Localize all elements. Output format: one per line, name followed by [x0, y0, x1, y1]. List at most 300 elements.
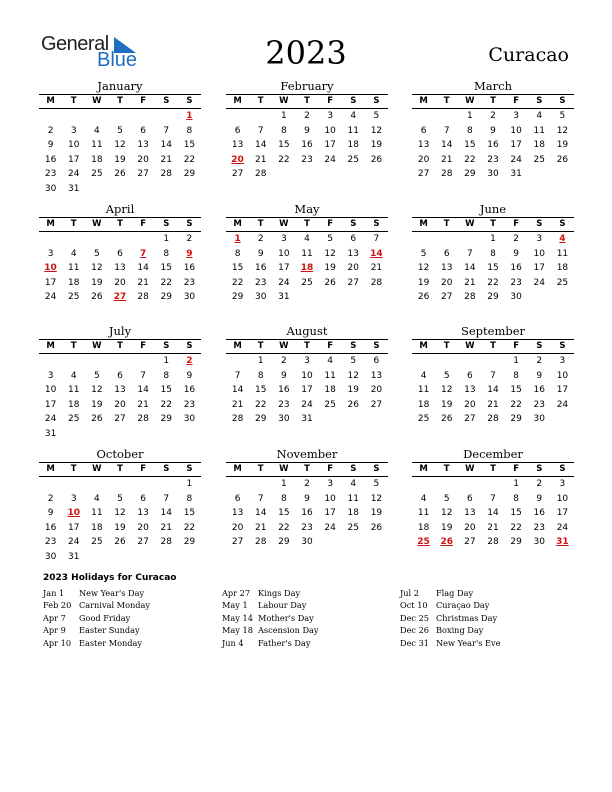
day-cell: 7 — [373, 234, 380, 244]
day-cell: 18 — [67, 277, 80, 288]
day-cell: 23 — [278, 399, 290, 410]
day-cell: 17 — [324, 508, 336, 519]
holiday-date: Dec 26 — [400, 625, 430, 636]
day-cell — [412, 354, 435, 369]
day-cell — [435, 477, 458, 492]
day-cell — [85, 427, 108, 442]
day-cell: 16 — [301, 140, 313, 151]
day-cell: 14 — [137, 263, 149, 274]
week-row — [412, 354, 574, 369]
month-name: June — [479, 202, 507, 216]
week-row — [226, 412, 388, 427]
day-cell: 28 — [160, 537, 172, 548]
day-cell: 22 — [464, 154, 476, 165]
holiday-day-cell: 27 — [113, 292, 127, 303]
week-row — [226, 167, 388, 182]
day-cell: 24 — [301, 399, 313, 410]
day-cell: 5 — [373, 111, 380, 121]
month-name: November — [276, 447, 338, 461]
day-cell: 15 — [487, 263, 499, 274]
day-cell: 29 — [487, 292, 499, 303]
week-row — [412, 124, 574, 139]
day-cell: 16 — [254, 263, 267, 274]
day-cell: 5 — [350, 356, 357, 366]
day-cell: 7 — [163, 125, 170, 136]
day-cell: 20 — [347, 263, 359, 274]
day-cell: 22 — [510, 399, 522, 410]
weekday-label: T — [117, 96, 123, 106]
day-cell: 1 — [280, 479, 287, 489]
day-cell: 26 — [114, 537, 126, 548]
day-cell: 20 — [464, 399, 476, 410]
day-cell: 6 — [443, 248, 450, 259]
day-cell: 29 — [183, 537, 196, 548]
day-cell: 27 — [347, 277, 359, 288]
holiday-day-cell: 1 — [186, 111, 193, 121]
weekday-label: M — [233, 219, 242, 229]
week-row — [39, 550, 201, 565]
weekday-label: W — [279, 219, 289, 229]
weekday-label: S — [559, 96, 566, 106]
day-cell: 30 — [183, 292, 196, 303]
day-cell: 7 — [257, 125, 264, 136]
day-cell: 1 — [280, 111, 287, 121]
week-row — [412, 153, 574, 168]
day-cell — [155, 427, 178, 442]
week-row — [226, 369, 388, 384]
weekday-label: F — [140, 341, 147, 351]
day-cell: 15 — [183, 140, 196, 151]
day-cell: 24 — [533, 277, 545, 288]
calendar-year: 2023 — [265, 34, 347, 72]
month-january — [39, 79, 201, 197]
day-cell: 4 — [350, 111, 357, 121]
day-cell: 16 — [533, 508, 545, 519]
weekday-label: M — [46, 464, 55, 474]
day-cell: 8 — [280, 493, 287, 504]
day-cell: 3 — [70, 125, 77, 136]
weekday-label: T — [490, 341, 496, 351]
weekday-label: W — [92, 464, 102, 474]
day-cell — [132, 550, 155, 565]
day-cell: 28 — [487, 537, 499, 548]
day-cell: 30 — [44, 183, 57, 194]
day-cell — [108, 232, 131, 247]
day-cell: 24 — [67, 169, 80, 180]
day-cell: 23 — [44, 169, 57, 180]
day-cell: 17 — [67, 522, 80, 533]
day-cell — [178, 550, 201, 565]
day-cell: 8 — [163, 370, 170, 381]
week-row — [39, 492, 201, 507]
day-cell: 12 — [91, 385, 103, 396]
day-cell — [85, 550, 108, 565]
day-cell: 8 — [163, 248, 170, 259]
day-cell: 2 — [257, 234, 264, 244]
day-cell: 30 — [254, 292, 267, 303]
day-cell: 11 — [91, 140, 103, 151]
day-cell — [108, 182, 131, 197]
holiday-date: Apr 7 — [43, 612, 66, 623]
day-cell: 22 — [510, 522, 522, 533]
weekday-label: W — [279, 464, 289, 474]
country-name: Curacao — [488, 44, 569, 66]
logo-text-general: General — [41, 33, 109, 55]
day-cell: 11 — [324, 370, 336, 381]
holidays-title: 2023 Holidays for Curacao — [43, 573, 177, 583]
holiday-date: Jun 4 — [222, 637, 244, 648]
weekday-label: T — [257, 96, 264, 106]
day-cell: 8 — [280, 125, 287, 136]
week-row — [39, 232, 201, 247]
day-cell: 1 — [186, 479, 193, 489]
weekday-header — [412, 339, 574, 354]
day-cell — [249, 109, 272, 124]
weekday-label: M — [233, 464, 242, 474]
day-cell: 17 — [533, 263, 545, 274]
weekday-header — [226, 94, 388, 109]
holiday-row — [222, 587, 319, 599]
day-cell — [108, 354, 131, 369]
holiday-row — [400, 587, 500, 599]
day-cell: 12 — [556, 125, 569, 136]
week-row — [226, 354, 388, 369]
week-row — [412, 247, 574, 262]
day-cell: 5 — [443, 493, 450, 504]
weekday-label: T — [117, 219, 123, 229]
day-cell: 9 — [513, 248, 519, 259]
holiday-date: May 14 — [222, 612, 253, 623]
week-row — [39, 276, 201, 291]
day-cell — [132, 354, 155, 369]
day-cell — [85, 182, 108, 197]
day-cell: 5 — [117, 493, 123, 504]
weekday-label: S — [373, 464, 380, 474]
day-cell: 3 — [304, 356, 310, 366]
day-cell: 26 — [91, 292, 103, 303]
month-july — [39, 324, 201, 442]
day-cell: 24 — [556, 399, 569, 410]
day-cell: 19 — [417, 277, 430, 288]
week-row — [226, 153, 388, 168]
day-cell: 6 — [466, 493, 473, 504]
holiday-day-cell: 18 — [300, 263, 314, 274]
day-cell: 28 — [370, 277, 383, 288]
day-cell: 11 — [417, 385, 430, 396]
day-cell: 3 — [327, 479, 333, 489]
day-cell — [412, 109, 435, 124]
week-row — [39, 398, 201, 413]
holiday-date: Dec 25 — [400, 612, 430, 623]
day-cell: 13 — [231, 140, 244, 151]
day-cell: 13 — [231, 508, 244, 519]
holiday-day-cell: 2 — [186, 356, 193, 366]
week-row — [39, 290, 201, 305]
holiday-row — [400, 637, 500, 649]
day-cell: 26 — [556, 154, 569, 165]
weekday-header — [39, 217, 201, 232]
weekday-label: M — [419, 96, 428, 106]
day-cell: 19 — [91, 399, 103, 410]
weekday-label: S — [536, 219, 543, 229]
holiday-name: Kings Day — [258, 588, 301, 598]
day-cell: 8 — [466, 125, 473, 136]
week-row — [412, 276, 574, 291]
day-cell — [435, 109, 458, 124]
weekday-label: S — [373, 96, 380, 106]
weekday-label: F — [140, 96, 147, 106]
day-cell — [132, 232, 155, 247]
day-cell: 13 — [417, 140, 430, 151]
day-cell: 30 — [278, 414, 290, 425]
day-cell: 5 — [93, 248, 100, 259]
day-cell: 28 — [254, 537, 267, 548]
day-cell: 1 — [163, 234, 170, 244]
day-cell — [249, 477, 272, 492]
day-cell: 31 — [278, 292, 290, 303]
day-cell: 23 — [301, 154, 313, 165]
weekday-header — [412, 94, 574, 109]
day-cell: 14 — [160, 140, 172, 151]
day-cell: 1 — [513, 356, 519, 366]
month-march — [412, 79, 574, 182]
week-row — [226, 492, 388, 507]
day-cell: 29 — [183, 169, 196, 180]
week-row — [226, 109, 388, 124]
week-row — [39, 247, 201, 262]
day-cell — [365, 290, 388, 305]
weekday-label: T — [70, 464, 77, 474]
day-cell: 16 — [487, 140, 499, 151]
day-cell: 13 — [464, 385, 476, 396]
holiday-date: Apr 9 — [43, 625, 66, 636]
weekday-label: S — [350, 96, 357, 106]
week-row — [39, 427, 201, 442]
day-cell: 4 — [420, 370, 427, 381]
day-cell: 31 — [301, 414, 313, 425]
day-cell: 6 — [234, 125, 241, 136]
month-name: December — [463, 447, 523, 461]
month-name: October — [96, 447, 144, 461]
day-cell: 26 — [114, 169, 126, 180]
weekday-label: S — [186, 96, 193, 106]
holiday-name: Father's Day — [258, 637, 311, 648]
day-cell: 13 — [464, 508, 476, 519]
day-cell: 11 — [533, 125, 545, 136]
day-cell: 31 — [67, 183, 80, 194]
day-cell: 27 — [231, 169, 244, 180]
day-cell: 18 — [347, 140, 359, 151]
day-cell: 21 — [160, 522, 172, 533]
day-cell: 21 — [137, 277, 149, 288]
day-cell: 6 — [234, 493, 241, 504]
day-cell: 15 — [254, 385, 267, 396]
day-cell: 20 — [137, 154, 149, 165]
day-cell: 24 — [324, 154, 336, 165]
weekday-label: F — [140, 464, 147, 474]
day-cell: 4 — [93, 125, 100, 136]
day-cell: 8 — [490, 248, 496, 259]
week-row — [39, 153, 201, 168]
holiday-name: Boxing Day — [436, 625, 484, 636]
holiday-row — [222, 599, 319, 611]
holiday-day-cell: 10 — [67, 508, 80, 519]
day-cell: 4 — [70, 370, 77, 381]
day-cell: 17 — [324, 140, 336, 151]
holiday-day-cell: 25 — [417, 537, 430, 548]
holiday-row — [43, 637, 150, 649]
day-cell: 19 — [370, 140, 383, 151]
day-cell: 20 — [370, 385, 383, 396]
day-cell: 1 — [513, 479, 519, 489]
weekday-label: T — [443, 219, 450, 229]
week-row — [412, 167, 574, 182]
day-cell — [85, 232, 108, 247]
day-cell — [319, 412, 342, 427]
day-cell: 16 — [44, 154, 57, 165]
holiday-date: Oct 10 — [400, 600, 428, 611]
day-cell: 18 — [347, 508, 359, 519]
day-cell: 2 — [304, 479, 310, 489]
week-row — [412, 506, 574, 521]
week-row — [39, 354, 201, 369]
month-name: February — [280, 79, 334, 93]
day-cell: 2 — [490, 111, 496, 121]
week-row — [226, 232, 388, 247]
day-cell: 20 — [464, 522, 476, 533]
week-row — [226, 521, 388, 536]
day-cell — [295, 167, 318, 182]
weekday-label: S — [186, 219, 193, 229]
day-cell: 18 — [91, 522, 103, 533]
weekday-header — [226, 339, 388, 354]
holiday-date: Apr 27 — [222, 588, 251, 598]
weekday-label: S — [163, 341, 170, 351]
month-november — [226, 447, 388, 550]
day-cell: 27 — [464, 537, 476, 548]
day-cell: 21 — [464, 277, 476, 288]
day-cell — [226, 109, 249, 124]
week-row — [412, 412, 574, 427]
day-cell: 25 — [67, 414, 80, 425]
week-row — [39, 109, 201, 124]
day-cell: 3 — [559, 356, 566, 366]
day-cell: 29 — [160, 414, 172, 425]
day-cell: 16 — [301, 508, 313, 519]
day-cell: 19 — [556, 140, 569, 151]
day-cell — [272, 167, 295, 182]
holiday-row — [43, 599, 150, 611]
week-row — [39, 535, 201, 550]
day-cell: 27 — [464, 414, 476, 425]
day-cell: 22 — [254, 399, 267, 410]
day-cell: 10 — [556, 370, 569, 381]
day-cell: 29 — [510, 537, 522, 548]
day-cell — [132, 182, 155, 197]
day-cell: 17 — [67, 154, 80, 165]
day-cell — [319, 167, 342, 182]
week-row — [226, 506, 388, 521]
day-cell: 18 — [67, 399, 80, 410]
day-cell: 15 — [160, 263, 172, 274]
week-row — [39, 412, 201, 427]
day-cell: 30 — [510, 292, 522, 303]
day-cell: 23 — [183, 277, 196, 288]
day-cell: 10 — [44, 385, 57, 396]
week-row — [39, 506, 201, 521]
weekday-label: T — [443, 464, 450, 474]
holiday-row — [222, 624, 319, 636]
day-cell: 31 — [67, 551, 80, 562]
day-cell: 24 — [510, 154, 522, 165]
day-cell: 25 — [556, 277, 569, 288]
day-cell — [319, 290, 342, 305]
week-row — [39, 369, 201, 384]
day-cell: 22 — [231, 277, 244, 288]
weekday-label: S — [350, 341, 357, 351]
day-cell — [528, 167, 551, 182]
day-cell — [62, 427, 85, 442]
weekday-label: T — [70, 96, 77, 106]
day-cell — [62, 232, 85, 247]
day-cell: 19 — [114, 154, 126, 165]
day-cell: 22 — [487, 277, 499, 288]
day-cell: 7 — [163, 493, 170, 504]
day-cell: 5 — [559, 111, 566, 121]
day-cell: 24 — [44, 292, 57, 303]
day-cell: 15 — [510, 508, 522, 519]
day-cell: 21 — [160, 154, 172, 165]
day-cell: 6 — [350, 234, 357, 244]
day-cell: 19 — [324, 263, 336, 274]
month-name: April — [105, 202, 135, 216]
day-cell: 13 — [114, 385, 126, 396]
day-cell: 26 — [324, 277, 336, 288]
holiday-day-cell: 4 — [559, 234, 566, 244]
day-cell: 16 — [44, 522, 57, 533]
weekday-label: M — [46, 96, 55, 106]
holiday-day-cell: 31 — [556, 537, 569, 548]
day-cell: 15 — [183, 508, 196, 519]
day-cell: 17 — [278, 263, 290, 274]
day-cell: 12 — [91, 263, 103, 274]
day-cell: 26 — [370, 522, 383, 533]
day-cell: 12 — [440, 508, 453, 519]
day-cell: 25 — [324, 399, 336, 410]
holiday-date: Apr 10 — [43, 637, 72, 648]
day-cell — [342, 290, 365, 305]
day-cell: 12 — [370, 493, 383, 504]
holiday-day-cell: 10 — [44, 263, 57, 274]
weekday-label: W — [92, 219, 102, 229]
day-cell: 17 — [301, 385, 313, 396]
day-cell: 4 — [70, 248, 77, 259]
day-cell: 9 — [47, 508, 54, 519]
day-cell — [551, 412, 574, 427]
holiday-day-cell: 26 — [440, 537, 453, 548]
day-cell: 16 — [183, 385, 196, 396]
weekday-label: F — [513, 464, 520, 474]
weekday-label: M — [46, 219, 55, 229]
day-cell: 29 — [278, 537, 290, 548]
day-cell: 10 — [324, 493, 336, 504]
day-cell: 3 — [513, 111, 519, 121]
day-cell: 2 — [47, 493, 54, 504]
weekday-label: T — [490, 96, 496, 106]
week-row — [412, 383, 574, 398]
holiday-name: Easter Sunday — [79, 625, 140, 636]
day-cell: 16 — [533, 385, 545, 396]
